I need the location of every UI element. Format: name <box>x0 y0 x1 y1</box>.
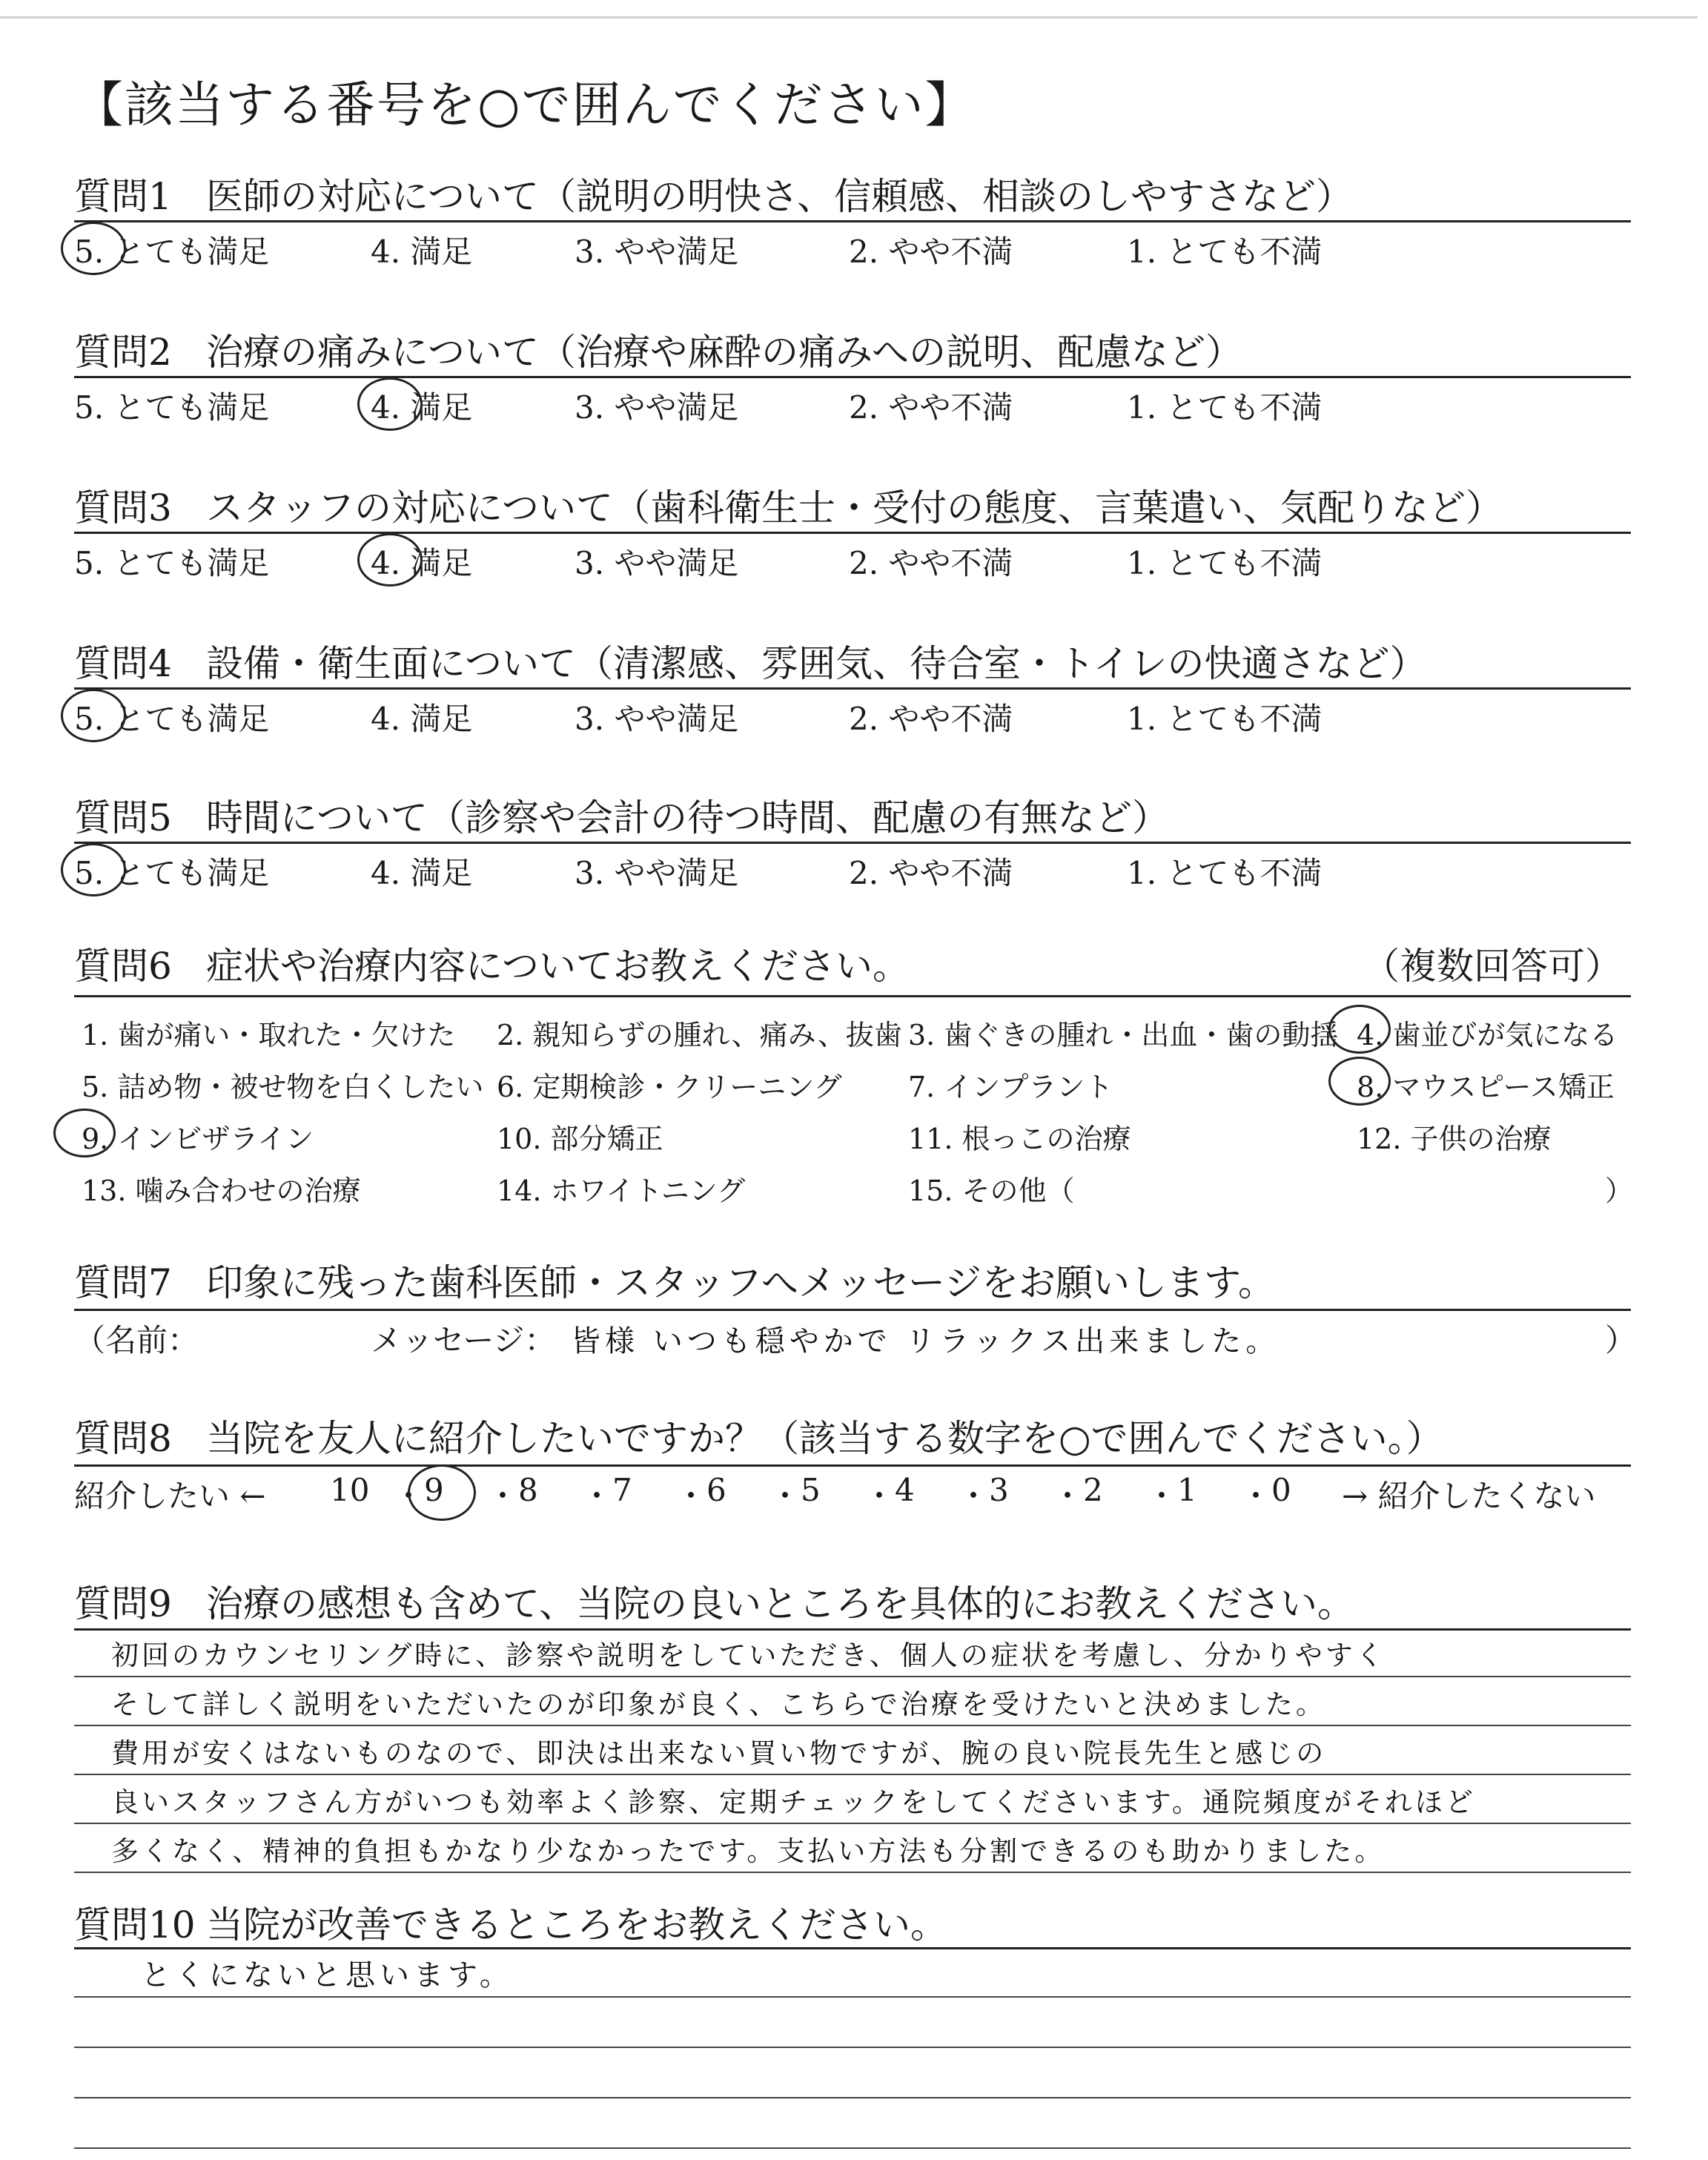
q8-scale-number: 1 <box>1177 1472 1197 1508</box>
q10-rule <box>74 1947 1631 1949</box>
q8-text: 当院を友人に紹介したいですか？（該当する数字を○で囲んでください。） <box>206 1417 1443 1460</box>
q2-title <box>74 323 1242 376</box>
q3-option: 5. とても満足 <box>74 545 270 581</box>
q1-title <box>74 167 1353 220</box>
q10-text: 当院が改善できるところをお教えください。 <box>206 1903 947 1946</box>
q6-option: 7. インプラント <box>908 1071 1113 1103</box>
q5-rule <box>74 842 1631 844</box>
q4-option: 1. とても不満 <box>1127 701 1323 737</box>
q6-title <box>74 937 910 990</box>
q6-option: 1. 歯が痛い・取れた・欠けた <box>82 1019 456 1051</box>
q9-line <box>74 1725 1631 1726</box>
q6-option: 6. 定期検診・クリーニング <box>497 1071 842 1103</box>
q4-option: 2. やや不満 <box>849 701 1013 737</box>
q4-title <box>74 634 1427 687</box>
q6-option: ） <box>1605 1175 1634 1207</box>
q7-number: 質問7 <box>74 1261 172 1304</box>
q4-option: 3. やや満足 <box>575 701 739 737</box>
q6-option: 13. 噛み合わせの治療 <box>82 1175 361 1207</box>
q8-number: 質問8 <box>74 1417 172 1460</box>
q3-number: 質問3 <box>74 486 172 529</box>
answer-circle <box>1328 1057 1391 1106</box>
q5-text: 時間について（診察や会計の待つ時間、配慮の有無など） <box>206 796 1169 839</box>
q2-number: 質問2 <box>74 331 172 374</box>
answer-circle <box>61 843 126 896</box>
q4-number: 質問4 <box>74 642 172 685</box>
q3-option: 1. とても不満 <box>1127 545 1323 581</box>
q2-rule <box>74 376 1631 378</box>
q2-option: 4. 満足 <box>371 389 473 426</box>
q7-name-label: （名前： <box>74 1322 199 1358</box>
q6-option: 2. 親知らずの腫れ、痛み、抜歯 <box>497 1019 902 1051</box>
q8-scale-number: 9 <box>424 1472 444 1508</box>
q8-rule <box>74 1464 1631 1467</box>
q9-answer-text: 初回のカウンセリング時に、診察や説明をしていただき、個人の症状を考慮し、分かりやすく <box>111 1639 1386 1671</box>
q6-rule <box>74 995 1631 997</box>
q9-line <box>74 1823 1631 1824</box>
q9-number: 質問9 <box>74 1582 172 1625</box>
q4-option: 5. とても満足 <box>74 701 270 737</box>
q9-line <box>74 1676 1631 1677</box>
q8-scale-dot: ・ <box>487 1478 519 1514</box>
q9-line <box>74 1774 1631 1775</box>
q6-multi-note: （複数回答可） <box>1363 945 1622 988</box>
q5-option: 4. 満足 <box>371 855 473 891</box>
q8-scale-dot: ・ <box>393 1478 425 1514</box>
q6-option: 12. 子供の治療 <box>1357 1123 1552 1155</box>
q5-number: 質問5 <box>74 796 172 839</box>
q6-option: 4. 歯並びが気になる <box>1357 1019 1618 1051</box>
q7-message: 皆様 いつも穏やかで リラックス出来ました。 <box>571 1324 1280 1358</box>
answer-circle <box>1328 1005 1391 1054</box>
q2-option: 5. とても満足 <box>74 389 270 426</box>
q1-text: 医師の対応について（説明の明快さ、信頼感、相談のしやすさなど） <box>206 175 1353 218</box>
q2-option: 1. とても不満 <box>1127 389 1323 426</box>
q8-scale-dot: ・ <box>1240 1478 1272 1514</box>
instruction-header: 【該当する番号を○で囲んでください】 <box>74 76 976 133</box>
q9-answer-text: 費用が安くはないものなので、即決は出来ない買い物ですが、腕の良い院長先生と感じの <box>111 1737 1327 1769</box>
q3-text: スタッフの対応について（歯科衛生士・受付の態度、言葉遣い、気配りなど） <box>206 486 1503 529</box>
q9-answer-text: 良いスタッフさん方がいつも効率よく診察、定期チェックをしてくださいます。通院頻度がそれほど <box>111 1786 1476 1818</box>
q6-option: 14. ホワイトニング <box>497 1175 746 1207</box>
q8-scale-number: 4 <box>895 1472 915 1508</box>
q8-scale-dot: ・ <box>675 1478 707 1514</box>
q8-scale-number: 7 <box>612 1472 632 1508</box>
q10-title <box>74 1895 947 1949</box>
q8-title <box>74 1409 1443 1462</box>
q6-option: 10. 部分矯正 <box>497 1123 663 1155</box>
answer-circle <box>61 689 126 742</box>
q1-option: 4. 満足 <box>371 234 473 270</box>
q10-line <box>74 2097 1631 2098</box>
q6-text: 症状や治療内容についてお教えください。 <box>206 945 910 988</box>
answer-circle <box>357 533 423 587</box>
q8-right-label: → 紹介したくない <box>1342 1478 1596 1514</box>
q8-scale-number: 8 <box>518 1472 538 1508</box>
q2-option: 3. やや満足 <box>575 389 739 426</box>
q8-scale-dot: ・ <box>1146 1478 1178 1514</box>
q1-option: 5. とても満足 <box>74 234 270 270</box>
q9-line <box>74 1872 1631 1873</box>
q6-option: 3. 歯ぐきの腫れ・出血・歯の動揺 <box>908 1019 1339 1051</box>
q8-scale-number: 6 <box>706 1472 726 1508</box>
q3-rule <box>74 532 1631 534</box>
q1-number: 質問1 <box>74 175 172 218</box>
q6-option: 15. その他（ <box>908 1175 1075 1207</box>
q1-option: 2. やや不満 <box>849 234 1013 270</box>
q1-rule <box>74 220 1631 222</box>
q3-option: 3. やや満足 <box>575 545 739 581</box>
answer-circle <box>53 1109 116 1157</box>
q8-scale-number: 10 <box>330 1472 370 1508</box>
q10-number: 質問10 <box>74 1903 196 1946</box>
q8-scale-number: 3 <box>989 1472 1009 1508</box>
q10-line <box>74 2147 1631 2149</box>
q5-option: 5. とても満足 <box>74 855 270 891</box>
q8-scale-number: 0 <box>1271 1472 1291 1508</box>
q2-option: 2. やや不満 <box>849 389 1013 426</box>
q8-scale-dot: ・ <box>581 1478 613 1514</box>
q10-line <box>74 2047 1631 2048</box>
q8-scale-dot: ・ <box>958 1478 990 1514</box>
q6-number: 質問6 <box>74 945 172 988</box>
q6-option: 5. 詰め物・被せ物を白くしたい <box>82 1071 484 1103</box>
q8-scale-dot: ・ <box>769 1478 801 1514</box>
answer-circle <box>61 222 126 275</box>
answer-circle <box>357 377 423 431</box>
q8-scale-number: 2 <box>1083 1472 1103 1508</box>
q5-option: 3. やや満足 <box>575 855 739 891</box>
q7-rule <box>74 1309 1631 1311</box>
q9-answer-text: そして詳しく説明をいただいたのが印象が良く、こちらで治療を受けたいと決めました。 <box>111 1688 1326 1720</box>
top-edge-line <box>0 16 1698 19</box>
q9-title <box>74 1574 1354 1628</box>
q8-scale-dot: ・ <box>864 1478 896 1514</box>
q9-answer-text: 多くなく、精神的負担もかなり少なかったです。支払い方法も分割できるのも助かりました。 <box>111 1835 1386 1867</box>
q6-option: 9. インビザライン <box>82 1123 314 1155</box>
q1-option: 3. やや満足 <box>575 234 739 270</box>
q6-option: 11. 根っこの治療 <box>908 1123 1131 1155</box>
q4-option: 4. 満足 <box>371 701 473 737</box>
q5-option: 1. とても不満 <box>1127 855 1323 891</box>
q10-answer: とくにないと思います。 <box>141 1958 514 1992</box>
answer-circle <box>408 1464 476 1521</box>
q9-text: 治療の感想も含めて、当院の良いところを具体的にお教えください。 <box>206 1582 1354 1625</box>
q4-text: 設備・衛生面について（清潔感、雰囲気、待合室・トイレの快適さなど） <box>206 642 1427 685</box>
q7-text: 印象に残った歯科医師・スタッフへメッセージをお願いします。 <box>206 1261 1275 1304</box>
q7-title <box>74 1253 1275 1307</box>
q10-line <box>74 1996 1631 1998</box>
q9-rule <box>74 1628 1631 1631</box>
q5-title <box>74 788 1169 842</box>
q2-text: 治療の痛みについて（治療や麻酔の痛みへの説明、配慮など） <box>206 331 1242 374</box>
q4-rule <box>74 687 1631 690</box>
q1-option: 1. とても不満 <box>1127 234 1323 270</box>
q8-scale-dot: ・ <box>1052 1478 1084 1514</box>
q8-scale-number: 5 <box>801 1472 821 1508</box>
q6-option: 8. マウスピース矯正 <box>1357 1071 1615 1103</box>
q7-close-paren: ） <box>1605 1322 1637 1358</box>
q5-option: 2. やや不満 <box>849 855 1013 891</box>
q3-title <box>74 478 1503 532</box>
q3-option: 2. やや不満 <box>849 545 1013 581</box>
q3-option: 4. 満足 <box>371 545 473 581</box>
q7-message-label: メッセージ： <box>371 1322 556 1358</box>
q8-left-label: 紹介したい ← <box>74 1478 266 1514</box>
